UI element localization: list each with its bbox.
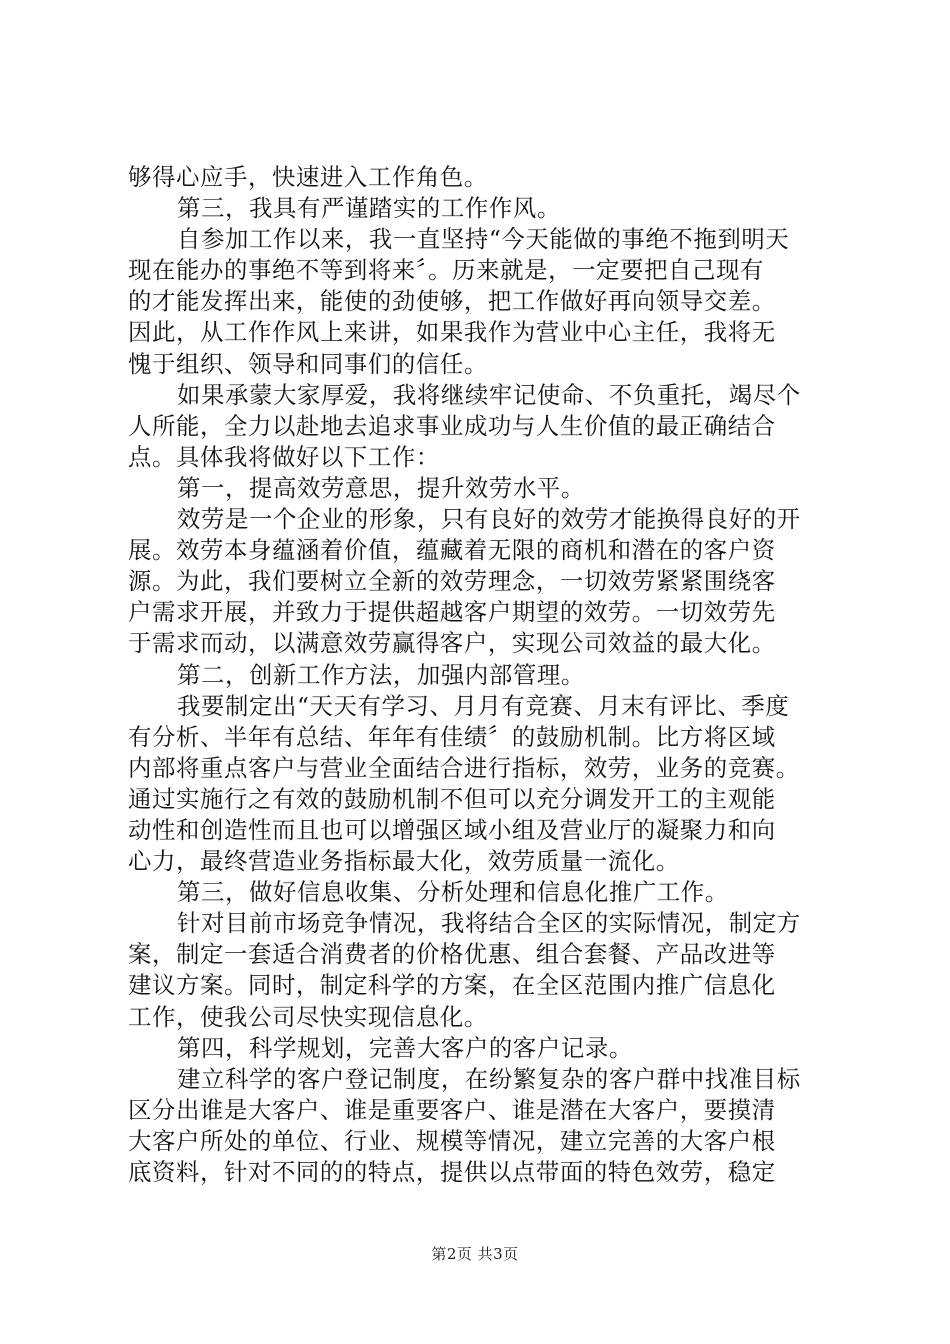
text-line: 于需求而动，以满意效劳赢得客户，实现公司效益的最大化。	[128, 629, 776, 658]
text-line: 大客户所处的单位、行业、规模等情况，建立完善的大客户根	[128, 1126, 776, 1155]
paragraph-first-line: 我要制定出“天天有学习、月月有竞赛、月末有评比、季度	[177, 691, 790, 720]
paragraph-first-line: 第一，提高效劳意思，提升效劳水平。	[177, 473, 585, 502]
text-line: 点。具体我将做好以下工作：	[128, 442, 440, 471]
paragraph-first-line: 自参加工作以来，我一直坚持“今天能做的事绝不拖到明天	[177, 225, 790, 254]
paragraph-first-line: 第二，创新工作方法，加强内部管理。	[177, 660, 585, 689]
text-line: 够得心应手，快速进入工作角色。	[128, 163, 488, 191]
text-line: 源。为此，我们要树立全新的效劳理念，一切效劳紧紧围绕客	[128, 567, 776, 596]
paragraph-first-line: 针对目前市场竞争情况，我将结合全区的实际情况，制定方	[177, 909, 801, 938]
text-line: 的才能发挥出来，能使的劲使够，把工作做好再向领导交差。	[128, 287, 776, 316]
paragraph-first-line: 效劳是一个企业的形象，只有良好的效劳才能换得良好的开	[177, 505, 801, 534]
paragraph-first-line: 建立科学的客户登记制度，在纷繁复杂的客户群中找准目标	[177, 1064, 801, 1093]
text-line: 展。效劳本身蕴涵着价值，蕴藏着无限的商机和潜在的客户资	[128, 536, 776, 565]
text-line: 现在能办的事绝不等到将来〞。历来就是，一定要把自己现有	[128, 256, 765, 285]
text-line: 户需求开展，并致力于提供超越客户期望的效劳。一切效劳先	[128, 598, 776, 627]
text-line: 建议方案。同时，制定科学的方案，在全区范围内推广信息化	[128, 971, 776, 1000]
text-line: 区分出谁是大客户、谁是重要客户、谁是潜在大客户，要摸清	[128, 1095, 776, 1124]
text-line: 有分析、半年有总结、年年有佳绩〞的鼓励机制。比方将区域	[128, 722, 776, 751]
text-line: 内部将重点客户与营业全面结合进行指标，效劳，业务的竞赛。	[128, 753, 800, 782]
text-line: 工作，使我公司尽快实现信息化。	[128, 1002, 488, 1031]
text-line: 因此，从工作作风上来讲，如果我作为营业中心主任，我将无	[128, 318, 776, 347]
text-line: 心力，最终营造业务指标最大化，效劳质量一流化。	[128, 847, 680, 876]
text-line: 底资料，针对不同的的特点，提供以点带面的特色效劳，稳定	[128, 1158, 776, 1186]
document-body	[128, 162, 828, 1188]
text-line: 人所能，全力以赴地去追求事业成功与人生价值的最正确结合	[128, 411, 776, 440]
text-line: 通过实施行之有效的鼓励机制不但可以充分调发开工的主观能	[128, 784, 776, 813]
text-line: 愧于组织、领导和同事们的信任。	[128, 349, 488, 378]
page-footer: 第2页 共3页	[431, 1245, 519, 1263]
paragraph-first-line: 第四，科学规划，完善大客户的客户记录。	[177, 1033, 633, 1062]
paragraph-first-line: 第三，做好信息收集、分析处理和信息化推广工作。	[177, 878, 729, 907]
text-line: 案，制定一套适合消费者的价格优惠、组合套餐、产品改进等	[128, 940, 776, 969]
paragraph-first-line: 如果承蒙大家厚爱，我将继续牢记使命、不负重托，竭尽个	[177, 380, 801, 409]
text-line: 动性和创造性而且也可以增强区域小组及营业厅的凝聚力和向	[128, 815, 776, 844]
paragraph-first-line: 第三，我具有严谨踏实的工作作风。	[177, 194, 561, 223]
